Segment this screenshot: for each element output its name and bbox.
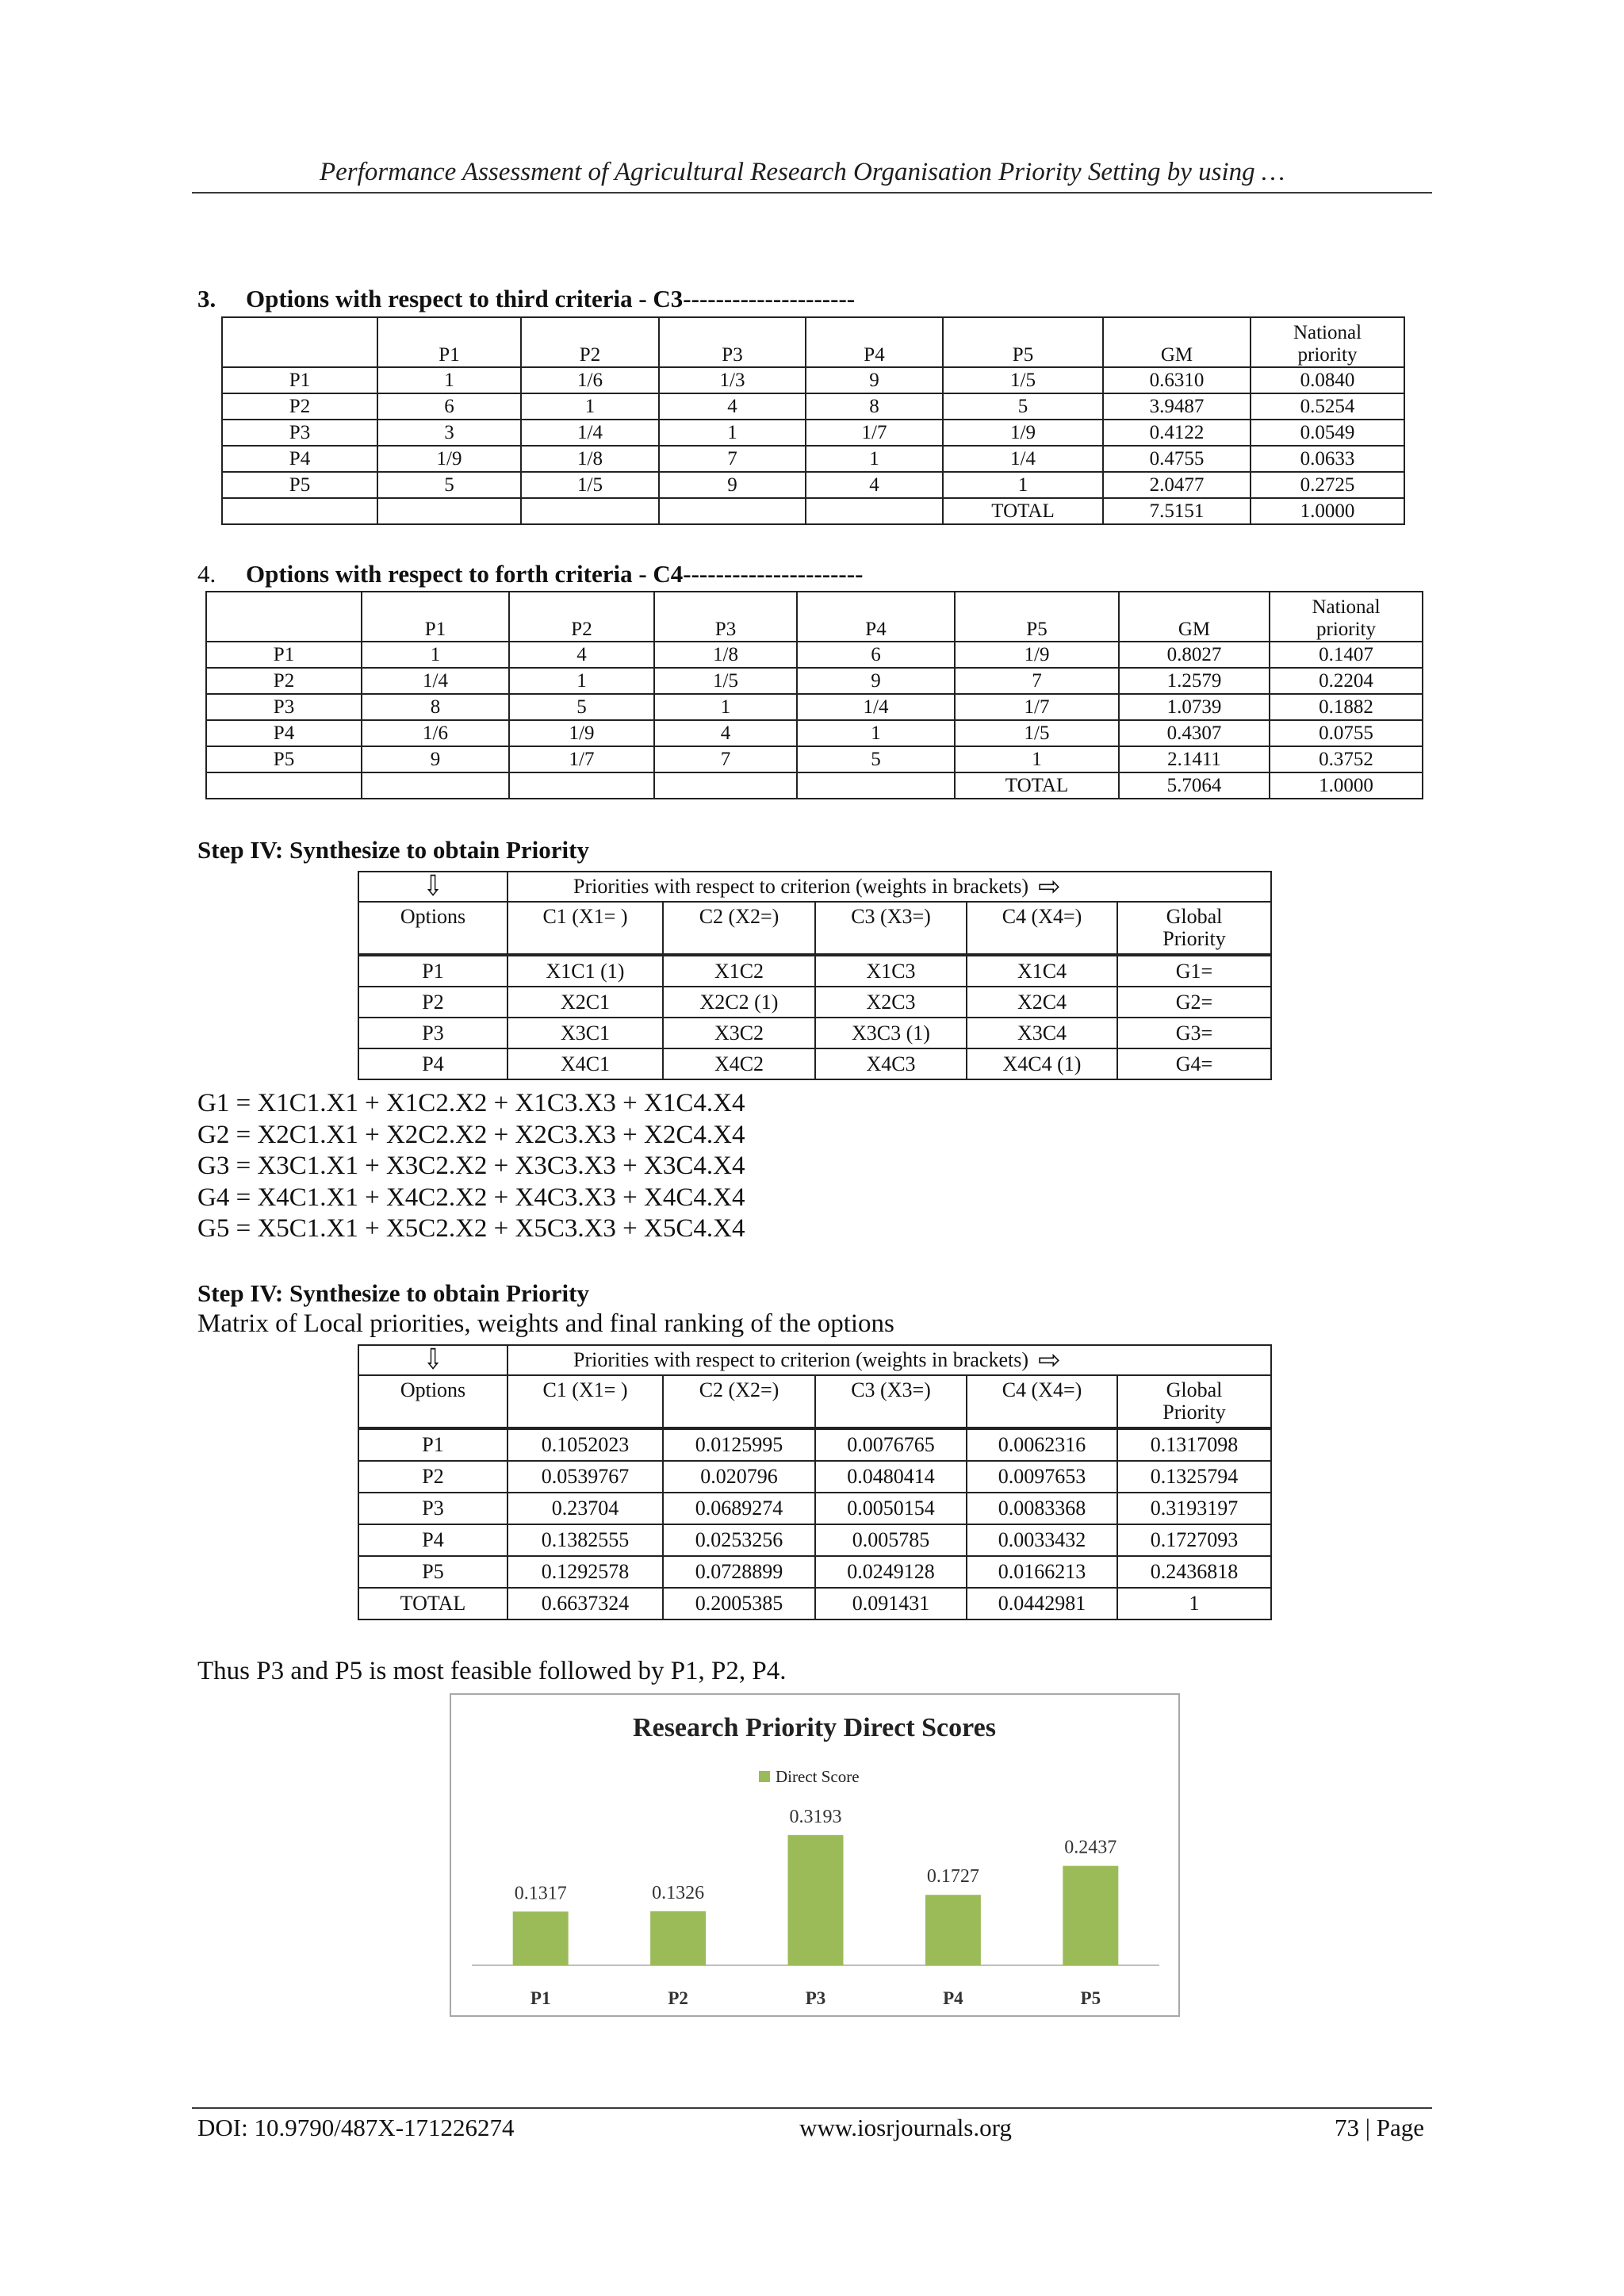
table-header-cell: P1 xyxy=(377,317,521,367)
table-cell: 9 xyxy=(797,668,955,694)
table-cell: 0.23704 xyxy=(508,1493,663,1524)
table-cell: 5.7064 xyxy=(1119,772,1270,799)
table-header-row xyxy=(358,1375,1271,1428)
table-cell: X3C4 xyxy=(967,1018,1117,1048)
row-label-cell: P3 xyxy=(222,420,377,446)
table-cell: 3 xyxy=(377,420,521,446)
table-row xyxy=(358,1588,1271,1619)
table-header-cell: Options xyxy=(358,1375,508,1428)
table-cell: 0.2204 xyxy=(1270,668,1423,694)
table-header-cell: C4 (X4=) xyxy=(967,902,1117,955)
table-row xyxy=(222,393,1404,420)
table-cell: X4C2 xyxy=(663,1048,815,1079)
equation-g3: G3 = X3C1.X1 + X3C2.X2 + X3C3.X3 + X3C4.X4 xyxy=(197,1152,745,1180)
table-cell: 0.1882 xyxy=(1270,694,1423,720)
table-cell: 0.0083368 xyxy=(967,1493,1117,1524)
category-label-p3: P3 xyxy=(805,1988,826,2008)
table-cell: X1C1 (1) xyxy=(508,955,663,987)
table-cell: 1/4 xyxy=(362,668,509,694)
table-cell: 0.0249128 xyxy=(815,1556,967,1588)
table-cell xyxy=(509,772,654,799)
table-cell xyxy=(654,772,797,799)
table-header-cell: C3 (X3=) xyxy=(815,902,967,955)
header-rule xyxy=(192,192,1432,194)
table-cell: 0.3752 xyxy=(1270,746,1423,772)
table-cell: G1= xyxy=(1117,955,1271,987)
table-cell: 5 xyxy=(797,746,955,772)
table-cell: 0.0840 xyxy=(1251,367,1404,393)
table-header-cell xyxy=(1270,592,1423,642)
table-cell: 1/6 xyxy=(521,367,659,393)
table-cell: 0.091431 xyxy=(815,1588,967,1619)
table-cell: 1 xyxy=(362,642,509,668)
table-cell: 0.0076765 xyxy=(815,1428,967,1461)
row-label-cell: P5 xyxy=(206,746,362,772)
table-row xyxy=(358,1018,1271,1048)
table-header-cell: C1 (X1= ) xyxy=(508,902,663,955)
table-cell: 0.0033432 xyxy=(967,1524,1117,1556)
table-cell: 0.1292578 xyxy=(508,1556,663,1588)
table-cell: 4 xyxy=(659,393,806,420)
category-label-p1: P1 xyxy=(530,1988,551,2008)
table-header-cell: P3 xyxy=(659,317,806,367)
table-cell: 0.020796 xyxy=(663,1461,815,1493)
value-label-p2: 0.1326 xyxy=(652,1882,705,1903)
table-cell: 1/7 xyxy=(806,420,943,446)
table-cell: G3= xyxy=(1117,1018,1271,1048)
table-header-label: Global Priority xyxy=(1162,1378,1226,1424)
row-label-cell: P1 xyxy=(358,1428,508,1461)
row-label-cell: P2 xyxy=(358,1461,508,1493)
footer-rule xyxy=(192,2107,1432,2109)
table-cell: 1.0000 xyxy=(1251,498,1404,524)
table-row xyxy=(206,720,1423,746)
row-label-cell xyxy=(206,772,362,799)
bar-p5 xyxy=(1063,1866,1118,1965)
table-cell: 7.5151 xyxy=(1103,498,1251,524)
table-cell: 5 xyxy=(943,393,1103,420)
row-label-cell: P5 xyxy=(222,472,377,498)
section-title: Options with respect to forth criteria - C4---------------------- xyxy=(246,560,864,588)
table-header-cell: C3 (X3=) xyxy=(815,1375,967,1428)
table-cell: 1/9 xyxy=(509,720,654,746)
row-label-cell: P4 xyxy=(222,446,377,472)
table-header-label: National priority xyxy=(1293,322,1362,366)
table-cell: 0.1727093 xyxy=(1117,1524,1271,1556)
global-priority-equations xyxy=(197,1088,745,1245)
table-cell: 0.0125995 xyxy=(663,1428,815,1461)
category-label-p5: P5 xyxy=(1080,1988,1101,2008)
table-cell: 0.0539767 xyxy=(508,1461,663,1493)
table-cell: X4C3 xyxy=(815,1048,967,1079)
table-cell: 1.0739 xyxy=(1119,694,1270,720)
table-cell: 1.0000 xyxy=(1270,772,1423,799)
table-row xyxy=(358,1461,1271,1493)
equation-g1: G1 = X1C1.X1 + X1C2.X2 + X1C3.X3 + X1C4.X4 xyxy=(197,1089,745,1117)
table-row xyxy=(222,420,1404,446)
step-iv-heading: Step IV: Synthesize to obtain Priority xyxy=(197,836,589,864)
equation-g2: G2 = X2C1.X1 + X2C2.X2 + X2C3.X3 + X2C4.X4 xyxy=(197,1120,745,1149)
table-cell: 1/5 xyxy=(955,720,1119,746)
table-row xyxy=(206,642,1423,668)
running-title: Performance Assessment of Agricultural Research Organisation Priority Setting by using … xyxy=(320,158,1285,186)
table-cell: 5 xyxy=(377,472,521,498)
table-header-cell: P5 xyxy=(943,317,1103,367)
table-header-cell: P2 xyxy=(521,317,659,367)
table-cell: 7 xyxy=(659,446,806,472)
table-cell: 1 xyxy=(943,472,1103,498)
row-label-cell: P3 xyxy=(358,1493,508,1524)
table-cell: 9 xyxy=(806,367,943,393)
table-cell: 0.0689274 xyxy=(663,1493,815,1524)
table-cell: X3C2 xyxy=(663,1018,815,1048)
table-cell: 0.0549 xyxy=(1251,420,1404,446)
chart-title: Research Priority Direct Scores xyxy=(633,1713,996,1742)
table-header-cell: C2 (X2=) xyxy=(663,902,815,955)
table-cell: 0.6310 xyxy=(1103,367,1251,393)
value-label-p1: 0.1317 xyxy=(514,1883,567,1904)
table-header-cell xyxy=(1117,902,1271,955)
table-cell: 0.1052023 xyxy=(508,1428,663,1461)
category-label-p2: P2 xyxy=(668,1988,688,2008)
table-cell: 0.8027 xyxy=(1119,642,1270,668)
table-cell: TOTAL xyxy=(943,498,1103,524)
table-c3-pairwise xyxy=(221,316,1405,525)
row-label-cell: P2 xyxy=(358,987,508,1018)
priorities-banner-row xyxy=(358,1345,1271,1375)
table-header-cell: P4 xyxy=(797,592,955,642)
table-cell: 0.1382555 xyxy=(508,1524,663,1556)
priorities-banner-row xyxy=(358,872,1271,902)
table-cell: 1/7 xyxy=(955,694,1119,720)
table-cell: 0.2725 xyxy=(1251,472,1404,498)
table-cell: 0.1317098 xyxy=(1117,1428,1271,1461)
category-label-p4: P4 xyxy=(943,1988,963,2008)
table-cell xyxy=(377,498,521,524)
value-label-p4: 0.1727 xyxy=(926,1866,979,1888)
matrix-caption: Matrix of Local priorities, weights and final ranking of the options xyxy=(197,1309,894,1338)
row-label-cell: P4 xyxy=(358,1048,508,1079)
table-cell xyxy=(521,498,659,524)
table-cell: 1/8 xyxy=(521,446,659,472)
table-cell: 1/4 xyxy=(943,446,1103,472)
synthesis-table xyxy=(358,871,1272,1080)
table-cell xyxy=(362,772,509,799)
table-row xyxy=(358,987,1271,1018)
table-cell xyxy=(797,772,955,799)
table-row xyxy=(206,772,1423,799)
table-cell: 1 xyxy=(806,446,943,472)
table-cell: 8 xyxy=(806,393,943,420)
table-cell: 1 xyxy=(659,420,806,446)
down-arrow-icon xyxy=(423,1346,442,1374)
table-cell: 2.0477 xyxy=(1103,472,1251,498)
table-header-cell: P4 xyxy=(806,317,943,367)
table-cell: 4 xyxy=(509,642,654,668)
table-cell: 1/5 xyxy=(654,668,797,694)
right-arrow-icon xyxy=(1038,873,1061,900)
table-cell: 1 xyxy=(377,367,521,393)
table-cell: G4= xyxy=(1117,1048,1271,1079)
table-cell: 7 xyxy=(955,668,1119,694)
table-cell: 1 xyxy=(654,694,797,720)
direct-score-bar-chart xyxy=(451,1695,1178,2015)
banner-arrow-cell xyxy=(358,872,508,902)
bar-p3 xyxy=(788,1835,844,1965)
table-cell: 1 xyxy=(509,668,654,694)
table-cell: X3C1 xyxy=(508,1018,663,1048)
table-cell: 0.0442981 xyxy=(967,1588,1117,1619)
table-cell: 0.0755 xyxy=(1270,720,1423,746)
table-cell: 1/4 xyxy=(797,694,955,720)
table-cell: 0.3193197 xyxy=(1117,1493,1271,1524)
table-header-label: National priority xyxy=(1312,596,1381,640)
priorities-banner-label: Priorities with respect to criterion (weights in brackets) xyxy=(573,875,1029,898)
table-cell: X3C3 (1) xyxy=(815,1018,967,1048)
table-cell: 5 xyxy=(509,694,654,720)
table-header-cell: P2 xyxy=(509,592,654,642)
table-cell: 9 xyxy=(659,472,806,498)
table-cell: 0.005785 xyxy=(815,1524,967,1556)
table-cell xyxy=(806,498,943,524)
table-cell: 0.0062316 xyxy=(967,1428,1117,1461)
table-cell: 1/8 xyxy=(654,642,797,668)
table-cell: 1/9 xyxy=(943,420,1103,446)
table-header-cell xyxy=(1251,317,1404,367)
row-label-cell: P3 xyxy=(358,1018,508,1048)
table-cell: 1/7 xyxy=(509,746,654,772)
table-row xyxy=(358,1428,1271,1461)
table-row xyxy=(222,367,1404,393)
row-label-cell: P1 xyxy=(206,642,362,668)
table-c4-pairwise xyxy=(205,591,1423,799)
table-cell: 1/4 xyxy=(521,420,659,446)
table-header-cell: GM xyxy=(1103,317,1251,367)
table-cell: 1/9 xyxy=(377,446,521,472)
section-number: 3. xyxy=(197,285,216,312)
table-cell: 0.0633 xyxy=(1251,446,1404,472)
table-cell: 1/3 xyxy=(659,367,806,393)
table-cell: X4C1 xyxy=(508,1048,663,1079)
table-cell: 0.1407 xyxy=(1270,642,1423,668)
priority-matrix-table xyxy=(358,1344,1272,1620)
table-row xyxy=(206,668,1423,694)
table-cell: X1C2 xyxy=(663,955,815,987)
row-label-cell: TOTAL xyxy=(358,1588,508,1619)
row-label-cell: P2 xyxy=(206,668,362,694)
table-cell: 4 xyxy=(654,720,797,746)
bar-p4 xyxy=(925,1895,981,1965)
table-header-row xyxy=(222,317,1404,367)
bar-p1 xyxy=(513,1911,569,1965)
equation-g4: G4 = X4C1.X1 + X4C2.X2 + X4C3.X3 + X4C4.X4 xyxy=(197,1182,745,1212)
row-label-cell: P2 xyxy=(222,393,377,420)
table-cell: 8 xyxy=(362,694,509,720)
footer-page-number: 73 | Page xyxy=(1335,2114,1424,2141)
table-header-cell: C1 (X1= ) xyxy=(508,1375,663,1428)
table-header-cell xyxy=(222,317,377,367)
down-arrow-icon xyxy=(423,872,442,901)
table-cell: X4C4 (1) xyxy=(967,1048,1117,1079)
table-cell: 2.1411 xyxy=(1119,746,1270,772)
footer-doi: DOI: 10.9790/487X-171226274 xyxy=(197,2114,515,2141)
table-cell: 0.0166213 xyxy=(967,1556,1117,1588)
value-label-p5: 0.2437 xyxy=(1064,1837,1117,1858)
table-cell: 3.9487 xyxy=(1103,393,1251,420)
table-cell xyxy=(659,498,806,524)
table-row xyxy=(206,746,1423,772)
section-c3-heading xyxy=(197,284,855,314)
table-row xyxy=(358,1556,1271,1588)
table-header-cell: C2 (X2=) xyxy=(663,1375,815,1428)
table-cell: 0.0097653 xyxy=(967,1461,1117,1493)
table-cell: 6 xyxy=(797,642,955,668)
row-label-cell: P1 xyxy=(358,955,508,987)
right-arrow-icon xyxy=(1038,1347,1061,1374)
banner-cell xyxy=(508,1345,1271,1375)
table-cell: 0.4307 xyxy=(1119,720,1270,746)
table-row xyxy=(358,1524,1271,1556)
table-cell: 6 xyxy=(377,393,521,420)
table-cell: TOTAL xyxy=(955,772,1119,799)
table-header-row xyxy=(206,592,1423,642)
value-label-p3: 0.3193 xyxy=(789,1806,842,1827)
row-label-cell xyxy=(222,498,377,524)
table-cell: 4 xyxy=(806,472,943,498)
table-cell: 0.2436818 xyxy=(1117,1556,1271,1588)
step-iv-matrix-block xyxy=(197,1278,894,1340)
table-cell: 0.5254 xyxy=(1251,393,1404,420)
table-cell: X1C4 xyxy=(967,955,1117,987)
table-header-cell: P1 xyxy=(362,592,509,642)
banner-arrow-cell xyxy=(358,1345,508,1375)
table-row xyxy=(358,955,1271,987)
banner-cell xyxy=(508,872,1271,902)
section-number: 4. xyxy=(197,560,216,588)
table-header-cell: C4 (X4=) xyxy=(967,1375,1117,1428)
table-cell: 7 xyxy=(654,746,797,772)
bar-p2 xyxy=(650,1911,706,1965)
table-cell: 0.0050154 xyxy=(815,1493,967,1524)
table-header-cell: GM xyxy=(1119,592,1270,642)
table-cell: 1/6 xyxy=(362,720,509,746)
table-header-cell xyxy=(206,592,362,642)
row-label-cell: P1 xyxy=(222,367,377,393)
table-row xyxy=(206,694,1423,720)
row-label-cell: P4 xyxy=(358,1524,508,1556)
table-cell: 9 xyxy=(362,746,509,772)
legend-swatch xyxy=(759,1771,770,1782)
row-label-cell: P3 xyxy=(206,694,362,720)
table-cell: 0.4755 xyxy=(1103,446,1251,472)
table-header-cell: P3 xyxy=(654,592,797,642)
table-cell: 0.0728899 xyxy=(663,1556,815,1588)
section-c4-heading xyxy=(197,559,863,589)
chart-frame xyxy=(450,1693,1180,2017)
table-row xyxy=(222,472,1404,498)
table-row xyxy=(358,1048,1271,1079)
table-cell: 1/5 xyxy=(521,472,659,498)
table-cell: X2C3 xyxy=(815,987,967,1018)
equation-g5: G5 = X5C1.X1 + X5C2.X2 + X5C3.X3 + X5C4.X4 xyxy=(197,1214,745,1243)
table-cell: 1.2579 xyxy=(1119,668,1270,694)
row-label-cell: P4 xyxy=(206,720,362,746)
table-row xyxy=(358,1493,1271,1524)
table-cell: 0.0480414 xyxy=(815,1461,967,1493)
table-header-cell xyxy=(1117,1375,1271,1428)
table-cell: 1/9 xyxy=(955,642,1119,668)
table-cell: X2C4 xyxy=(967,987,1117,1018)
legend-label: Direct Score xyxy=(776,1767,860,1786)
table-cell: G2= xyxy=(1117,987,1271,1018)
table-cell: 1 xyxy=(1117,1588,1271,1619)
table-cell: 0.2005385 xyxy=(663,1588,815,1619)
table-cell: 0.4122 xyxy=(1103,420,1251,446)
table-cell: 0.0253256 xyxy=(663,1524,815,1556)
table-cell: 1 xyxy=(521,393,659,420)
table-cell: 1 xyxy=(797,720,955,746)
footer-site-link[interactable]: www.iosrjournals.org xyxy=(799,2114,1012,2141)
table-header-cell: Options xyxy=(358,902,508,955)
conclusion-text: Thus P3 and P5 is most feasible followed by P1, P2, P4. xyxy=(197,1657,787,1685)
table-cell: 0.1325794 xyxy=(1117,1461,1271,1493)
table-cell: 1/5 xyxy=(943,367,1103,393)
section-title: Options with respect to third criteria - C3--------------------- xyxy=(246,285,856,312)
table-header-row xyxy=(358,902,1271,955)
table-cell: 1 xyxy=(955,746,1119,772)
table-header-label: Global Priority xyxy=(1162,905,1226,950)
table-header-cell: P5 xyxy=(955,592,1119,642)
step-iv-heading: Step IV: Synthesize to obtain Priority xyxy=(197,1279,589,1307)
table-cell: 0.6637324 xyxy=(508,1588,663,1619)
table-cell: X2C1 xyxy=(508,987,663,1018)
table-row xyxy=(222,446,1404,472)
table-cell: X1C3 xyxy=(815,955,967,987)
table-cell: X2C2 (1) xyxy=(663,987,815,1018)
row-label-cell: P5 xyxy=(358,1556,508,1588)
table-row xyxy=(222,498,1404,524)
priorities-banner-label: Priorities with respect to criterion (weights in brackets) xyxy=(573,1348,1029,1371)
